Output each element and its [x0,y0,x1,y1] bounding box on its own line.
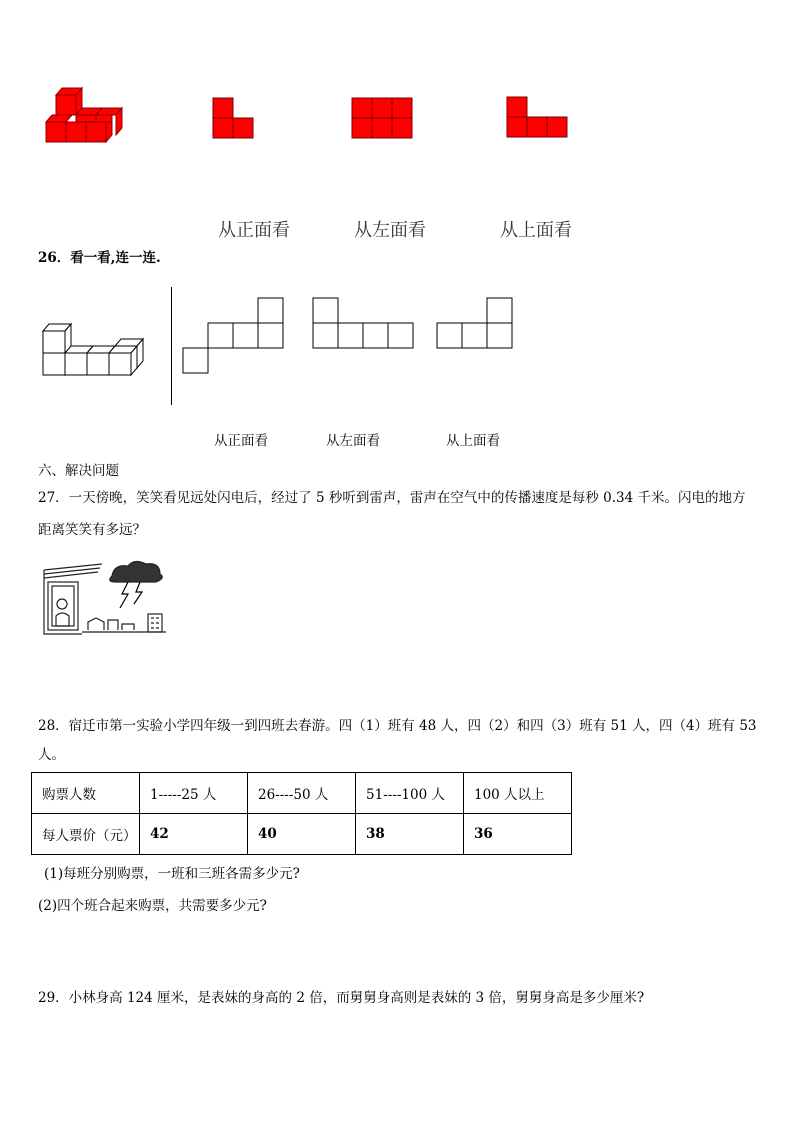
table-cell: 36 [464,814,572,855]
table-cell: 购票人数 [32,773,140,814]
top-view-label-front: 从正面看 [218,220,290,241]
q26-view-label-left: 从左面看 [326,433,380,449]
table-cell: 100 人以上 [464,773,572,814]
table-cell: 每人票价（元） [32,814,140,855]
red-view-shape-2 [351,97,413,139]
q27-line1: 27．一天傍晚，笑笑看见远处闪电后，经过了 5 秒听到雷声，雷声在空气中的传播速度是每秒 0.34 千米。闪电的地方 [38,490,746,506]
q26-view-shape-c [436,297,513,350]
q26-view-shape-b [312,297,414,350]
q26-view-label-top: 从上面看 [446,433,500,449]
table-cell: 40 [248,814,356,855]
table-row [32,773,572,814]
q29-text: 29．小林身高 124 厘米，是表妹的身高的 2 倍，而舅舅身高则是表妹的 3 倍，舅舅身高是多少厘米? [38,990,645,1006]
table-cell: 51----100 人 [356,773,464,814]
red-view-shape-3 [506,96,568,138]
red-view-shape-1 [212,97,256,139]
q26-view-label-front: 从正面看 [214,433,268,449]
q28-line2: 人。 [38,747,65,763]
q26-view-shape-a [182,297,284,375]
ticket-price-table [31,772,572,855]
lightning-window-illustration [42,556,170,636]
table-row [32,814,572,855]
q28-sub1: (1)每班分别购票，一班和三班各需多少元? [44,866,300,882]
section6-title: 六、解决问题 [38,463,119,479]
table-cell: 38 [356,814,464,855]
top-view-label-left: 从左面看 [354,220,426,241]
q26-cube-figure [40,320,155,376]
top-view-label-top: 从上面看 [500,220,572,241]
table-cell: 26----50 人 [248,773,356,814]
table-cell: 1-----25 人 [140,773,248,814]
q28-line1: 28．宿迁市第一实验小学四年级一到四班去春游。四（1）班有 48 人，四（2）和四（3）班有 51 人，四（4）班有 53 [38,718,757,734]
q26-title: 26．看一看,连一连. [38,250,161,266]
red-cube-3d-figure [40,80,140,150]
table-cell: 42 [140,814,248,855]
q26-divider-line [171,287,172,405]
q28-sub2: (2)四个班合起来购票，共需要多少元? [38,898,267,914]
q27-line2: 距离笑笑有多远？ [38,522,146,538]
